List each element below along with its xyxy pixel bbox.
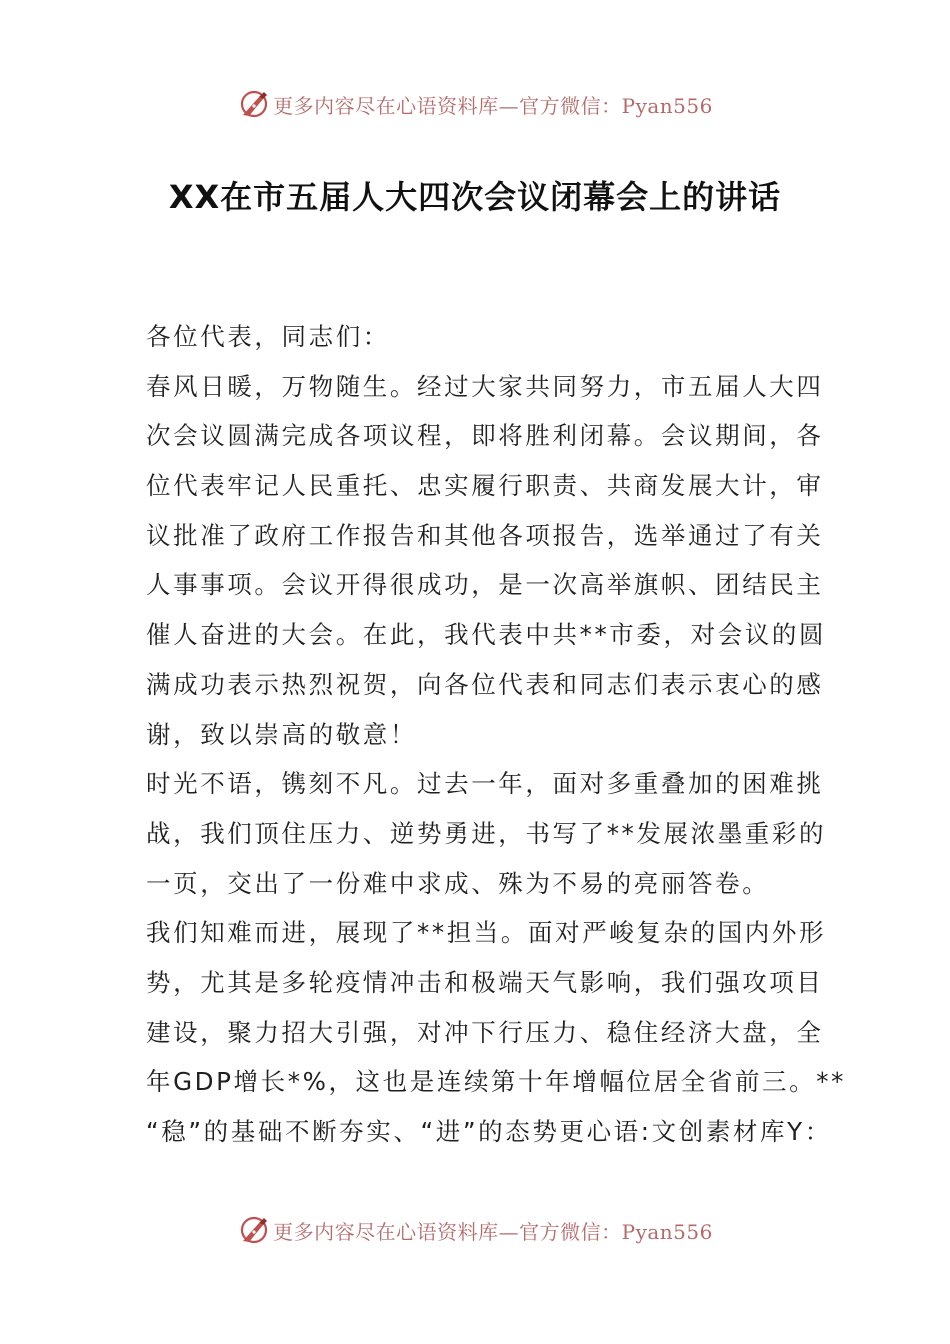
paragraph-line: 时光不语，镌刻不凡。过去一年，面对多重叠加的困难挑 xyxy=(146,769,824,799)
paragraph-line: 人事事项。会议开得很成功，是一次高举旗帜、团结民主 xyxy=(146,570,824,600)
speech-body xyxy=(146,312,846,1157)
paragraph-line: 建设，聚力招大引强，对冲下行压力、稳住经济大盘，全 xyxy=(146,1017,824,1047)
paragraph-line: 满成功表示热烈祝贺，向各位代表和同志们表示衷心的感 xyxy=(146,669,824,699)
header-watermark-banner xyxy=(0,84,950,124)
paragraph-line: 战，我们顶住压力、逆势勇进，书写了**发展浓墨重彩的 xyxy=(146,818,827,848)
pen-nib-logo-icon xyxy=(237,87,271,121)
paragraph-line: 势，尤其是多轮疫情冲击和极端天气影响，我们强攻项目 xyxy=(146,967,824,997)
paragraph-line: 年GDP增长*%，这也是连续第十年增幅位居全省前三。** xyxy=(146,1067,846,1097)
paragraph-line: 春风日暖，万物随生。经过大家共同努力，市五届人大四 xyxy=(146,371,824,401)
paragraph-line: 议批准了政府工作报告和其他各项报告，选举通过了有关 xyxy=(146,520,824,550)
footer-watermark-text: 更多内容尽在心语资料库—官方微信：Pyan556 xyxy=(273,1219,713,1244)
paragraph-line: 各位代表，同志们： xyxy=(146,322,390,351)
paragraph-line: 我们知难而进，展现了**担当。面对严峻复杂的国内外形 xyxy=(146,918,827,948)
paragraph-line: 谢，致以崇高的敬意！ xyxy=(146,719,417,749)
paragraph-line: “稳”的基础不断夯实、“进”的态势更心语:文创素材库Y： xyxy=(146,1117,832,1146)
document-title: XX在市五届人大四次会议闭幕会上的讲话 xyxy=(168,178,782,216)
footer-watermark-banner xyxy=(0,1210,950,1250)
paragraph-line: 次会议圆满完成各项议程，即将胜利闭幕。会议期间，各 xyxy=(146,421,824,451)
header-watermark-text: 更多内容尽在心语资料库—官方微信：Pyan556 xyxy=(273,93,713,118)
pen-nib-logo-icon xyxy=(237,1213,271,1247)
paragraph-line: 催人奋进的大会。在此，我代表中共**市委，对会议的圆 xyxy=(146,620,827,650)
paragraph-line: 一页，交出了一份难中求成、殊为不易的亮丽答卷。 xyxy=(146,868,770,898)
paragraph-line: 位代表牢记人民重托、忠实履行职责、共商发展大计，审 xyxy=(146,471,824,501)
